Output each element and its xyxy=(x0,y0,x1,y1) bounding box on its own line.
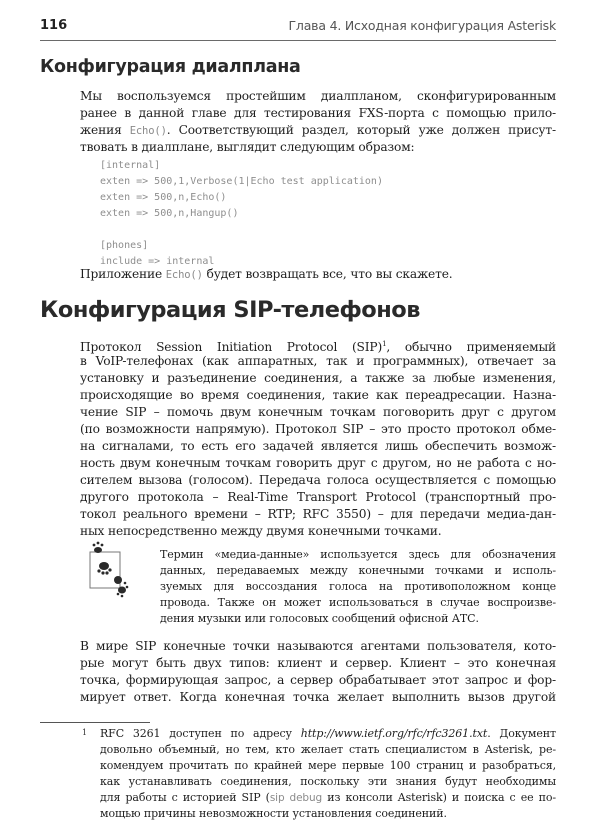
text-line: мощью причины невозможности установления соединений. xyxy=(100,807,447,820)
text-line: В мире SIP конечные точки называются агентами пользователя, кото- xyxy=(80,639,556,653)
text-line: другого протокола – Real-Time Transport Protocol (транспортный про- xyxy=(80,490,556,504)
text-line: ных непосредственно между двумя конечными точками. xyxy=(80,524,442,538)
section-heading-dialplan: Конфигурация диалплана xyxy=(40,57,301,77)
text-line xyxy=(80,122,556,139)
footnote xyxy=(100,726,556,822)
footnote-url-link[interactable]: http://www.ietf.org/rfc/rfc3261.txt xyxy=(300,727,488,740)
text-line: установку и разъединение соединения, а также за любые изменения, xyxy=(80,371,556,385)
section-heading-sip: Конфигурация SIP-телефонов xyxy=(40,297,420,323)
text-line: ранее в данной главе для тестирования FXS-порта с помощью прило- xyxy=(80,106,556,120)
paw-prints-note-icon xyxy=(86,540,144,604)
text-fragment: жения xyxy=(80,123,130,137)
text-line: комендуем прочитать по крайней мере первые 100 страниц и разобраться, xyxy=(100,759,556,772)
text-line: рые могут быть двух типов: клиент и сервер. Клиент – это конечная xyxy=(80,656,556,670)
code-line: exten => 500,n,Echo() xyxy=(100,192,227,203)
code-block-dialplan xyxy=(100,158,383,270)
text-fragment: , обычно применяемый xyxy=(386,340,556,354)
footnote-separator xyxy=(40,722,150,723)
text-line: (по возможности напрямую). Протокол SIP – это просто протокол обме- xyxy=(80,422,556,436)
text-line: происходящие во время соединения, такие как переадресации. Назна- xyxy=(80,388,556,402)
text-line: в VoIP-телефонах (как аппаратных, так и программных), отвечает за xyxy=(80,354,556,368)
text-line: зуемых для воссоздания голоса на противоположном конце xyxy=(160,580,556,593)
text-line: на сигналами, то есть его задачей является лишь обеспечить возмож- xyxy=(80,439,556,453)
text-fragment: из консоли Asterisk) и поиска с ее по- xyxy=(322,791,557,804)
code-line: [internal] xyxy=(100,160,161,171)
dialplan-intro-paragraph xyxy=(80,88,556,156)
text-fragment: для работы с историей SIP ( xyxy=(100,791,270,804)
footnote-marker: 1 xyxy=(82,728,88,737)
page-number: 116 xyxy=(40,18,68,33)
inline-code: sip debug xyxy=(269,792,323,804)
text-line: Термин «медиа-данные» используется здесь для обозначения xyxy=(160,548,556,561)
text-line: ность двум конечным точкам говорить друг с другом, но не работа с но- xyxy=(80,456,556,470)
code-line: [phones] xyxy=(100,240,149,251)
text-line: дения музыки или голосовых сообщений офисной АТС. xyxy=(160,612,479,625)
text-line: данных, передаваемых между конечными точками и исполь- xyxy=(160,564,556,577)
text-fragment: RFC 3261 доступен по адресу xyxy=(100,727,301,740)
code-line: include => internal xyxy=(100,256,215,267)
text-line xyxy=(100,726,556,742)
running-header xyxy=(40,16,556,41)
code-line: exten => 500,1,Verbose(1|Echo test application) xyxy=(100,176,383,187)
inline-code: Echo() xyxy=(165,269,203,281)
text-line: токол реального времени – RTP; RFC 3550) – для передачи медиа-дан- xyxy=(80,507,556,521)
text-line: мирует ответ. Когда конечная точка желает выполнить вызов другой xyxy=(80,690,556,704)
text-fragment: будет возвращать все, что вы скажете. xyxy=(202,267,453,281)
text-line xyxy=(80,336,556,353)
footnote-reference[interactable]: 1 xyxy=(382,340,387,348)
text-fragment: . Соответствующий раздел, который уже должен присут- xyxy=(166,123,556,137)
text-line: твовать в диалплане, выглядит следующим образом: xyxy=(80,140,415,154)
text-fragment: . Документ xyxy=(487,727,556,740)
text-line: Мы воспользуемся простейшим диалпланом, сконфигурированным xyxy=(80,89,556,103)
inline-code: Echo() xyxy=(129,125,167,137)
code-line xyxy=(100,222,383,238)
text-line: провода. Также он может использоваться в случае воспроизве- xyxy=(160,596,556,609)
text-line: довольно объемный, но тем, кто желает стать специалистом в Asterisk, ре- xyxy=(100,743,556,756)
text-fragment: Приложение xyxy=(80,267,166,281)
text-line: как устанавливать соединения, поскольку эти знания будут необходимы xyxy=(100,775,556,788)
text-line xyxy=(100,790,556,806)
text-fragment: Протокол Session Initiation Protocol (SIP) xyxy=(80,340,383,354)
text-line: точка, формирующая запрос, а сервер обрабатывает этот запрос и фор- xyxy=(80,673,556,687)
text-line: сителем вызова (голосом). Передача голоса осуществляется с помощью xyxy=(80,473,556,487)
sip-intro-paragraph xyxy=(80,336,556,540)
note-callout xyxy=(160,547,556,627)
chapter-title: Глава 4. Исходная конфигурация Asterisk xyxy=(288,18,556,33)
text-line: чение SIP – помочь двум конечным точкам поговорить друг с другом xyxy=(80,405,556,419)
code-line: exten => 500,n,Hangup() xyxy=(100,208,239,219)
sip-agents-paragraph xyxy=(80,638,556,706)
text-line xyxy=(80,266,556,283)
echo-summary-paragraph xyxy=(80,266,556,283)
